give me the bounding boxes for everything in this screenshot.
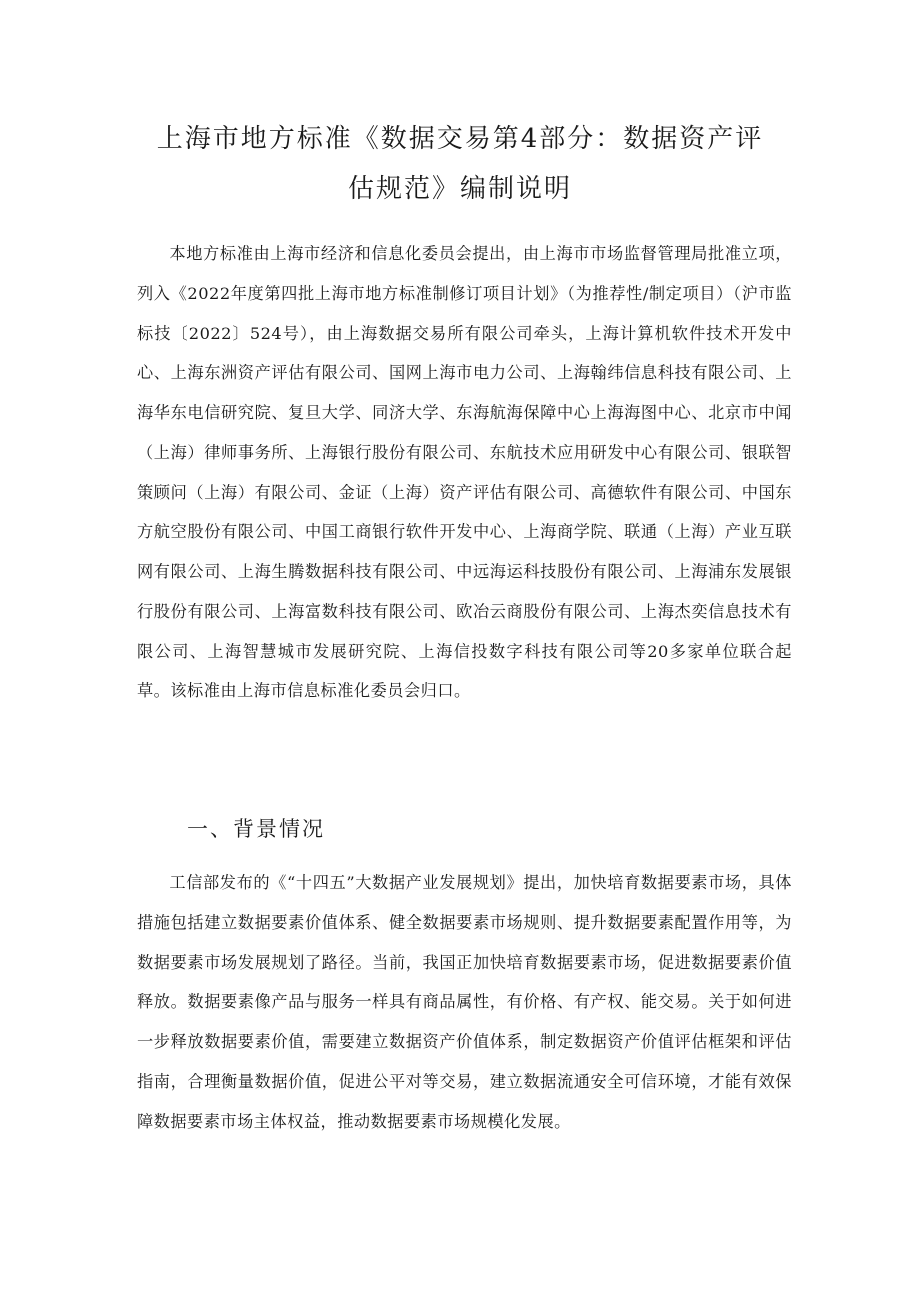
document-title-line-1: 上海市地方标准《数据交易第4部分：数据资产评: [156, 124, 764, 154]
document-title-line-2: 估规范》编制说明: [347, 174, 572, 204]
intro-paragraph: 本地方标准由上海市经济和信息化委员会提出，由上海市市场监督管理局批准立项，列入《2022年度第四批上海市地方标准制修订项目计划》（为推荐性/制定项目）（沪市监标技〔2022〕524号），由上海数据交易所有限公司牵头，上海计算机软件技术开发中心、上海东洲资产评估有限公司、国网上海市电力公司、上海翰纬信息科技有限公司、上海华东电信研究院、复旦大学、同济大学、东海航海保障中心上海海图中心、北京市中闻（上海）律师事务所、上海银行股份有限公司、东航技术应用研发中心有限公司、银联智策顾问（上海）有限公司、金证（上海）资产评估有限公司、高德软件有限公司、中国东方航空股份有限公司、中国工商银行软件开发中心、上海商学院、联通（上海）产业互联网有限公司、上海生腾数据科技有限公司、中远海运科技股份有限公司、上海浦东发展银行股份有限公司、上海富数科技有限公司、欧冶云商股份有限公司、上海杰奕信息技术有限公司、上海智慧城市发展研究院、上海信投数字科技有限公司等20多家单位联合起草。该标准由上海市信息标准化委员会归口。: [137, 244, 792, 701]
background-paragraph: 工信部发布的《“十四五”大数据产业发展规划》提出，加快培育数据要素市场，具体措施包括建立数据要素价值体系、健全数据要素市场规则、提升数据要素配置作用等，为数据要素市场发展规划了路径。当前，我国正加快培育数据要素市场，促进数据要素价值释放。数据要素像产品与服务一样具有商品属性，有价格、有产权、能交易。关于如何进一步释放数据要素价值，需要建立数据资产价值体系，制定数据资产价值评估框架和评估指南，合理衡量数据价值，促进公平对等交易，建立数据流通安全可信环境，才能有效保障数据要素市场主体权益，推动数据要素市场规模化发展。: [137, 873, 792, 1131]
section-heading-background: 一、背景情况: [187, 817, 325, 841]
